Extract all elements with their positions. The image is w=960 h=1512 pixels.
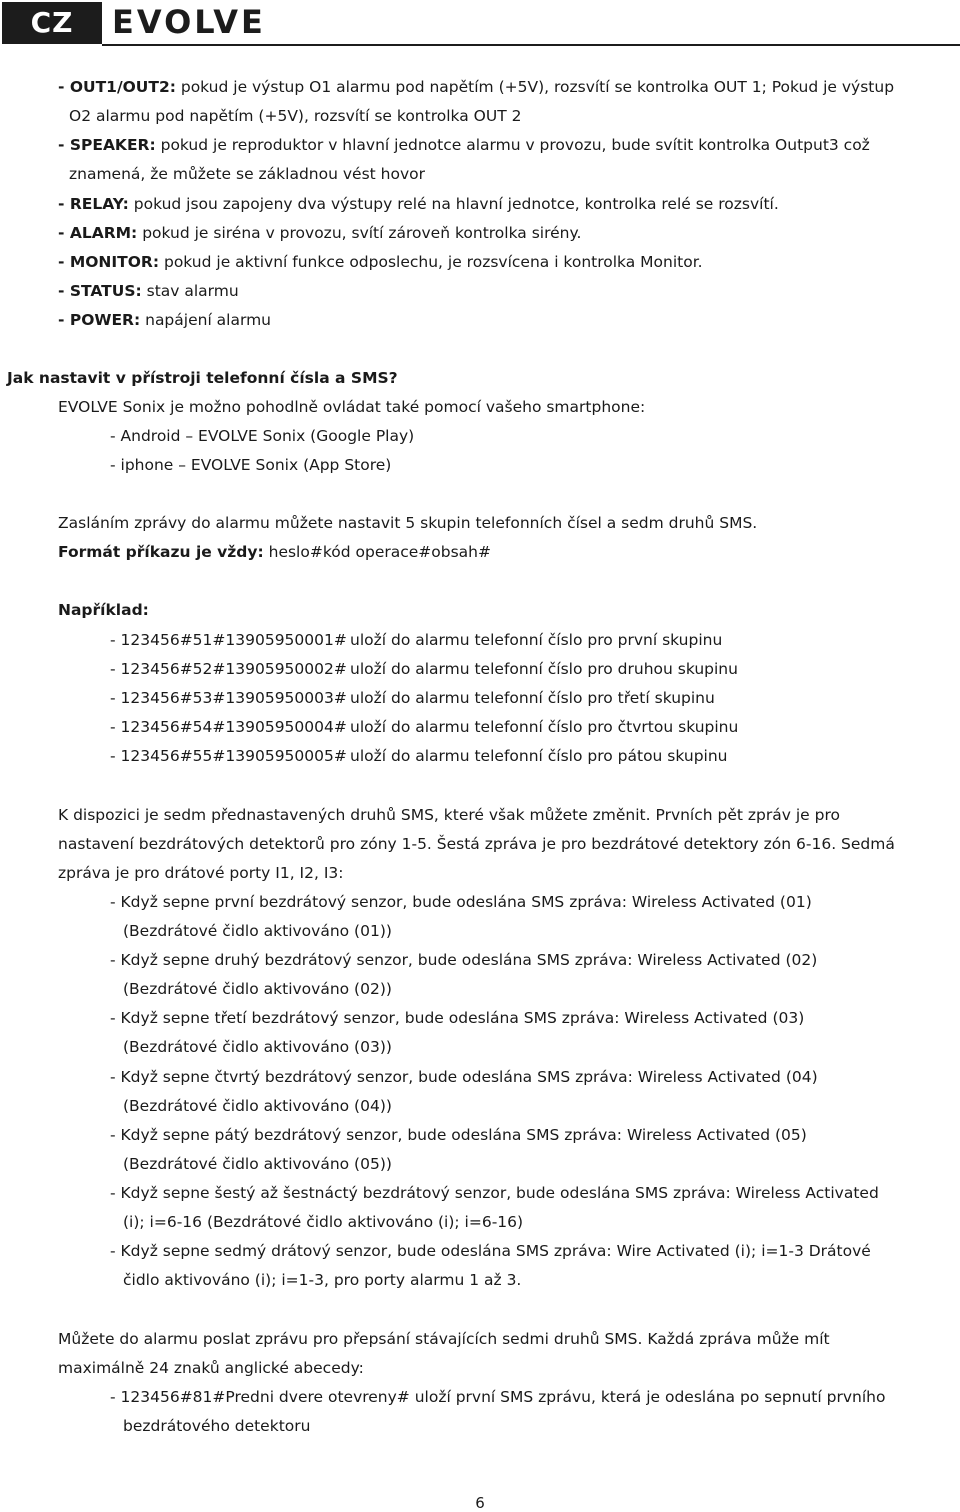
section-heading: Jak nastavit v přístroji telefonní čísla a SMS?	[7, 369, 398, 387]
language-label: CZ	[30, 6, 74, 39]
page-header	[0, 0, 960, 46]
example-row: - 123456#55#13905950005# uloží do alarmu telefonní číslo pro pátou skupinu	[110, 747, 728, 765]
preset-item-cont: (Bezdrátové čidlo aktivováno (05))	[123, 1155, 392, 1173]
preset-item: - Když sepne druhý bezdrátový senzor, bude odeslána SMS zpráva: Wireless Activated (02)	[110, 951, 818, 969]
indicator-speaker-line: - SPEAKER: pokud je reproduktor v hlavní jednotce alarmu v provozu, bude svítit kontrolka Output3 což	[58, 136, 870, 154]
indicator-monitor-line: - MONITOR: pokud je aktivní funkce odposlechu, je rozsvícena i kontrolka Monitor.	[58, 253, 703, 271]
header-divider	[102, 44, 960, 46]
indicator-alarm-line: - ALARM: pokud je siréna v provozu, svítí zároveň kontrolka sirény.	[58, 224, 582, 242]
rewrite-example-cont: bezdrátového detektoru	[123, 1417, 311, 1435]
example-row: - 123456#54#13905950004# uloží do alarmu telefonní číslo pro čtvrtou skupinu	[110, 718, 739, 736]
indicator-speaker-line-cont: znamená, že můžete se základnou vést hovor	[69, 165, 425, 183]
preset-item: - Když sepne sedmý drátový senzor, bude odeslána SMS zpráva: Wire Activated (i); i=1-3 Drátové	[110, 1242, 871, 1260]
example-label: Například:	[58, 601, 149, 619]
indicator-out-line: - OUT1/OUT2: pokud je výstup O1 alarmu pod napětím (+5V), rozsvítí se kontrolka OUT 1; Pokud je výstup	[58, 78, 895, 96]
format-label: Formát příkazu je vždy:	[58, 543, 264, 561]
rewrite-example: - 123456#81#Predni dvere otevreny# uloží první SMS zprávu, která je odeslána po sepnutí prvního	[110, 1388, 886, 1406]
preset-item-cont: (Bezdrátové čidlo aktivováno (03))	[123, 1038, 392, 1056]
rewrite-paragraph-line: maximálně 24 znaků anglické abecedy:	[58, 1359, 364, 1377]
app-iphone: - iphone – EVOLVE Sonix (App Store)	[110, 456, 392, 474]
brand-logo: EVOLVE	[112, 3, 266, 41]
example-row: - 123456#52#13905950002# uloží do alarmu telefonní číslo pro druhou skupinu	[110, 660, 738, 678]
language-badge	[2, 2, 102, 44]
preset-item: - Když sepne třetí bezdrátový senzor, bude odeslána SMS zpráva: Wireless Activated (03)	[110, 1009, 805, 1027]
indicator-status-line: - STATUS: stav alarmu	[58, 282, 239, 300]
preset-item-cont: čidlo aktivováno (i); i=1-3, pro porty alarmu 1 až 3.	[123, 1271, 522, 1289]
preset-item-cont: (i); i=6-16 (Bezdrátové čidlo aktivováno (i); i=6-16)	[123, 1213, 524, 1231]
format-line	[58, 542, 491, 562]
format-value: heslo#kód operace#obsah#	[263, 543, 491, 561]
indicator-relay-line: - RELAY: pokud jsou zapojeny dva výstupy relé na hlavní jednotce, kontrolka relé se rozsvítí.	[58, 195, 779, 213]
sms-intro: Zasláním zprávy do alarmu můžete nastavit 5 skupin telefonních čísel a sedm druhů SMS.	[58, 514, 758, 532]
preset-item-cont: (Bezdrátové čidlo aktivováno (01))	[123, 922, 392, 940]
intro-text: EVOLVE Sonix je možno pohodlně ovládat také pomocí vašeho smartphone:	[58, 398, 646, 416]
presets-paragraph-line: nastavení bezdrátových detektorů pro zóny 1-5. Šestá zpráva je pro bezdrátové detektory zón 6-16. Sedmá	[58, 835, 895, 853]
preset-item: - Když sepne pátý bezdrátový senzor, bude odeslána SMS zpráva: Wireless Activated (05)	[110, 1126, 807, 1144]
example-row: - 123456#53#13905950003# uloží do alarmu telefonní číslo pro třetí skupinu	[110, 689, 715, 707]
indicator-out-line-cont: O2 alarmu pod napětím (+5V), rozsvítí se kontrolka OUT 2	[69, 107, 522, 125]
preset-item: - Když sepne šestý až šestnáctý bezdrátový senzor, bude odeslána SMS zpráva: Wireless Activated	[110, 1184, 879, 1202]
example-row: - 123456#51#13905950001# uloží do alarmu telefonní číslo pro první skupinu	[110, 631, 723, 649]
presets-paragraph-line: zpráva je pro drátové porty I1, I2, I3:	[58, 864, 344, 882]
indicator-power-line: - POWER: napájení alarmu	[58, 311, 271, 329]
presets-paragraph-line: K dispozici je sedm přednastavených druhů SMS, které však můžete změnit. Prvních pět zpráv je pro	[58, 806, 840, 824]
page-number: 6	[475, 1494, 485, 1512]
preset-item: - Když sepne čtvrtý bezdrátový senzor, bude odeslána SMS zpráva: Wireless Activated (04)	[110, 1068, 818, 1086]
preset-item-cont: (Bezdrátové čidlo aktivováno (02))	[123, 980, 392, 998]
preset-item: - Když sepne první bezdrátový senzor, bude odeslána SMS zpráva: Wireless Activated (01)	[110, 893, 812, 911]
app-android: - Android – EVOLVE Sonix (Google Play)	[110, 427, 415, 445]
preset-item-cont: (Bezdrátové čidlo aktivováno (04))	[123, 1097, 392, 1115]
rewrite-paragraph-line: Můžete do alarmu poslat zprávu pro přepsání stávajících sedmi druhů SMS. Každá zpráva může mít	[58, 1330, 830, 1348]
